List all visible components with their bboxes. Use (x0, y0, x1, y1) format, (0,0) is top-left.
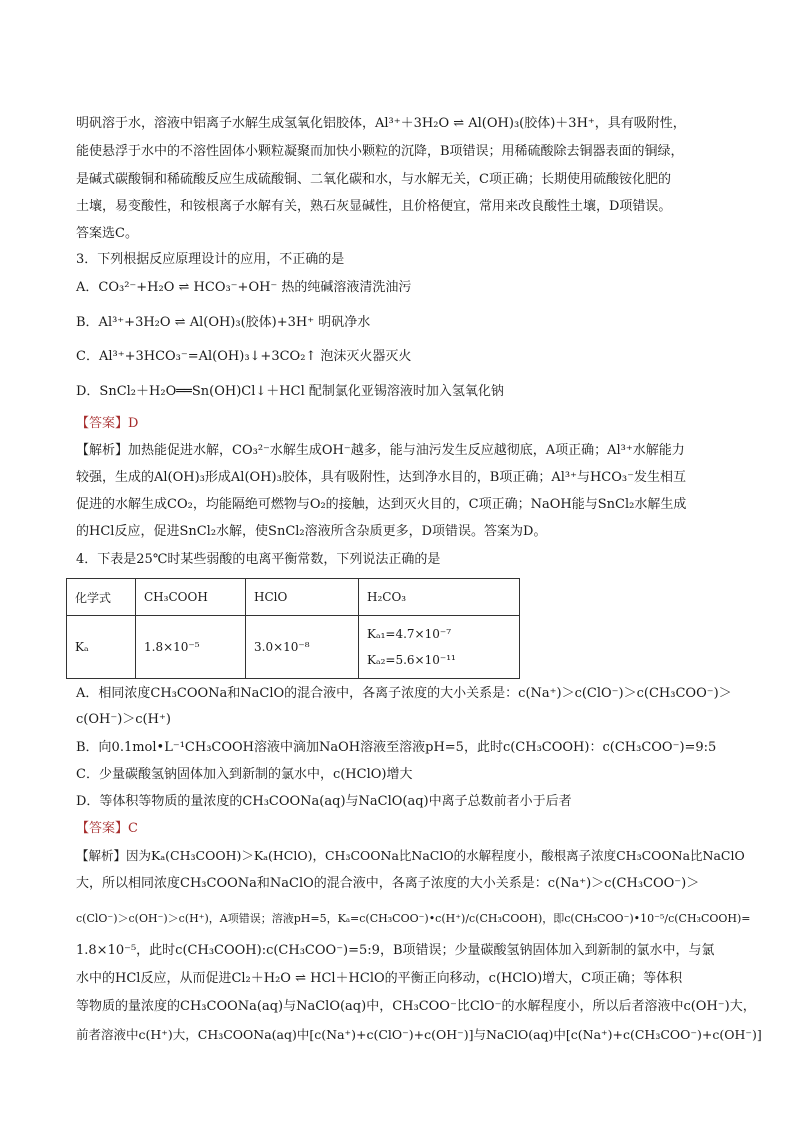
text-line: 土壤，易变酸性，和铵根离子水解有关，熟石灰显碱性，且价格便宜，常用来改良酸性土壤，D项错误。 (76, 199, 672, 214)
text-line: 明矾溶于水，溶液中铝离子水解生成氢氧化铝胶体，Al³⁺＋3H₂O ⇌ Al(OH)₃(胶体)＋3H⁺，具有吸附性， (76, 116, 686, 131)
table-cell: 1.8×10⁻⁵ (136, 616, 246, 679)
q4-analysis-line: 水中的HCl反应，从而促进Cl₂＋H₂O ⇌ HCl＋HClO的平衡正向移动，c(HClO)增大，C项正确；等体积 (76, 971, 683, 986)
q4-analysis-line: 等物质的量浓度的CH₃COONa(aq)与NaClO(aq)中，CH₃COO⁻比ClO⁻的水解程度小，所以后者溶液中c(OH⁻)大， (76, 999, 756, 1014)
table-header-cell: CH₃COOH (136, 579, 246, 616)
q3-analysis-line: 较强，生成的Al(OH)₃形成Al(OH)₃胶体，具有吸附性，达到净水目的，B项正确；Al³⁺与HCO₃⁻发生相互 (76, 470, 686, 485)
table-cell-h2co3 (359, 616, 520, 679)
table-row-label: Kₐ (67, 616, 136, 679)
q3-analysis-line: 促进的水解生成CO₂，均能隔绝可燃物与O₂的接触，达到灭火目的，C项正确；NaOH能与SnCl₂水解生成 (76, 497, 687, 512)
q3-option-c: C．Al³⁺+3HCO₃⁻=Al(OH)₃↓+3CO₂↑ 泡沫灭火器灭火 (76, 349, 412, 364)
q3-option-d: D．SnCl₂＋H₂O══Sn(OH)Cl↓＋HCl 配制氯化亚锡溶液时加入氢氧化钠 (76, 384, 504, 399)
q4-analysis-line: 大，所以相同浓度CH₃COONa和NaClO的混合液中，各离子浓度的大小关系是：c(Na⁺)＞c(CH₃COO⁻)＞ (76, 876, 700, 891)
text-line: 能使悬浮于水中的不溶性固体小颗粒凝聚而加快小颗粒的沉降，B项错误；用稀硫酸除去铜器表面的铜绿， (76, 144, 684, 159)
question-4-stem: 4．下表是25℃时某些弱酸的电离平衡常数，下列说法正确的是 (76, 552, 441, 567)
ka1-value: Kₐ₁=4.7×10⁻⁷ (367, 627, 452, 641)
q4-option-b: B．向0.1mol•L⁻¹CH₃COOH溶液中滴加NaOH溶液至溶液pH=5，此时c(CH₃COOH)：c(CH₃COO⁻)=9:5 (76, 740, 717, 755)
table-header-cell: HClO (246, 579, 359, 616)
table-header-cell: H₂CO₃ (359, 579, 520, 616)
ka2-value: Kₐ₂=5.6×10⁻¹¹ (367, 653, 456, 667)
text-line: 是碱式碳酸铜和稀硫酸反应生成硫酸铜、二氧化碳和水，与水解无关，C项正确；长期使用硫酸铵化肥的 (76, 172, 671, 187)
table-cell: 3.0×10⁻⁸ (246, 616, 359, 679)
q3-answer: 【答案】D (76, 416, 139, 431)
q3-option-b: B．Al³⁺+3H₂O ⇌ Al(OH)₃(胶体)+3H⁺ 明矾净水 (76, 315, 371, 330)
table-header-cell: 化学式 (67, 579, 136, 616)
q4-option-c: C．少量碳酸氢钠固体加入到新制的氯水中，c(HClO)增大 (76, 767, 413, 782)
q4-analysis-line: 【解析】因为Kₐ(CH₃COOH)＞Kₐ(HClO)，CH₃COONa比NaClO的水解程度小，酸根离子浓度CH₃COONa比NaClO (76, 848, 745, 863)
q4-analysis-line: 前者溶液中c(H⁺)大，CH₃COONa(aq)中[c(Na⁺)+c(ClO⁻)+c(OH⁻)]与NaClO(aq)中[c(Na⁺)+c(CH₃COO⁻)+c(OH⁻)] (76, 1027, 762, 1042)
q4-analysis-line: 1.8×10⁻⁵，此时c(CH₃COOH):c(CH₃COO⁻)=5:9，B项错误；少量碳酸氢钠固体加入到新制的氯水中，与氯 (76, 943, 715, 958)
q4-option-d: D．等体积等物质的量浓度的CH₃COONa(aq)与NaClO(aq)中离子总数前者小于后者 (76, 794, 572, 809)
q3-option-a: A．CO₃²⁻+H₂O ⇌ HCO₃⁻+OH⁻ 热的纯碱溶液清洗油污 (76, 280, 412, 295)
q3-analysis-line: 的HCl反应，促进SnCl₂水解，使SnCl₂溶液所含杂质更多，D项错误。答案为D。 (76, 524, 547, 539)
question-3-stem: 3．下列根据反应原理设计的应用，不正确的是 (76, 252, 345, 267)
q4-option-a: A．相同浓度CH₃COONa和NaClO的混合液中，各离子浓度的大小关系是：c(Na⁺)＞c(ClO⁻)＞c(CH₃COO⁻)＞ (76, 686, 732, 701)
q4-option-a-cont: c(OH⁻)＞c(H⁺) (76, 712, 171, 727)
q4-answer: 【答案】C (76, 821, 138, 836)
q3-analysis-line: 【解析】加热能促进水解，CO₃²⁻水解生成OH⁻越多，能与油污发生反应越彻底，A项正确；Al³⁺水解能力 (76, 443, 685, 458)
q4-analysis-line: c(ClO⁻)＞c(OH⁻)＞c(H⁺)，A项错误；溶液pH=5，Kₐ=c(CH₃COO⁻)•c(H⁺)/c(CH₃COOH)，即c(CH₃COO⁻)•10⁻⁵/c(CH₃COOH)= (76, 912, 751, 925)
ionization-constant-table (66, 578, 520, 679)
text-line: 答案选C。 (76, 226, 138, 241)
